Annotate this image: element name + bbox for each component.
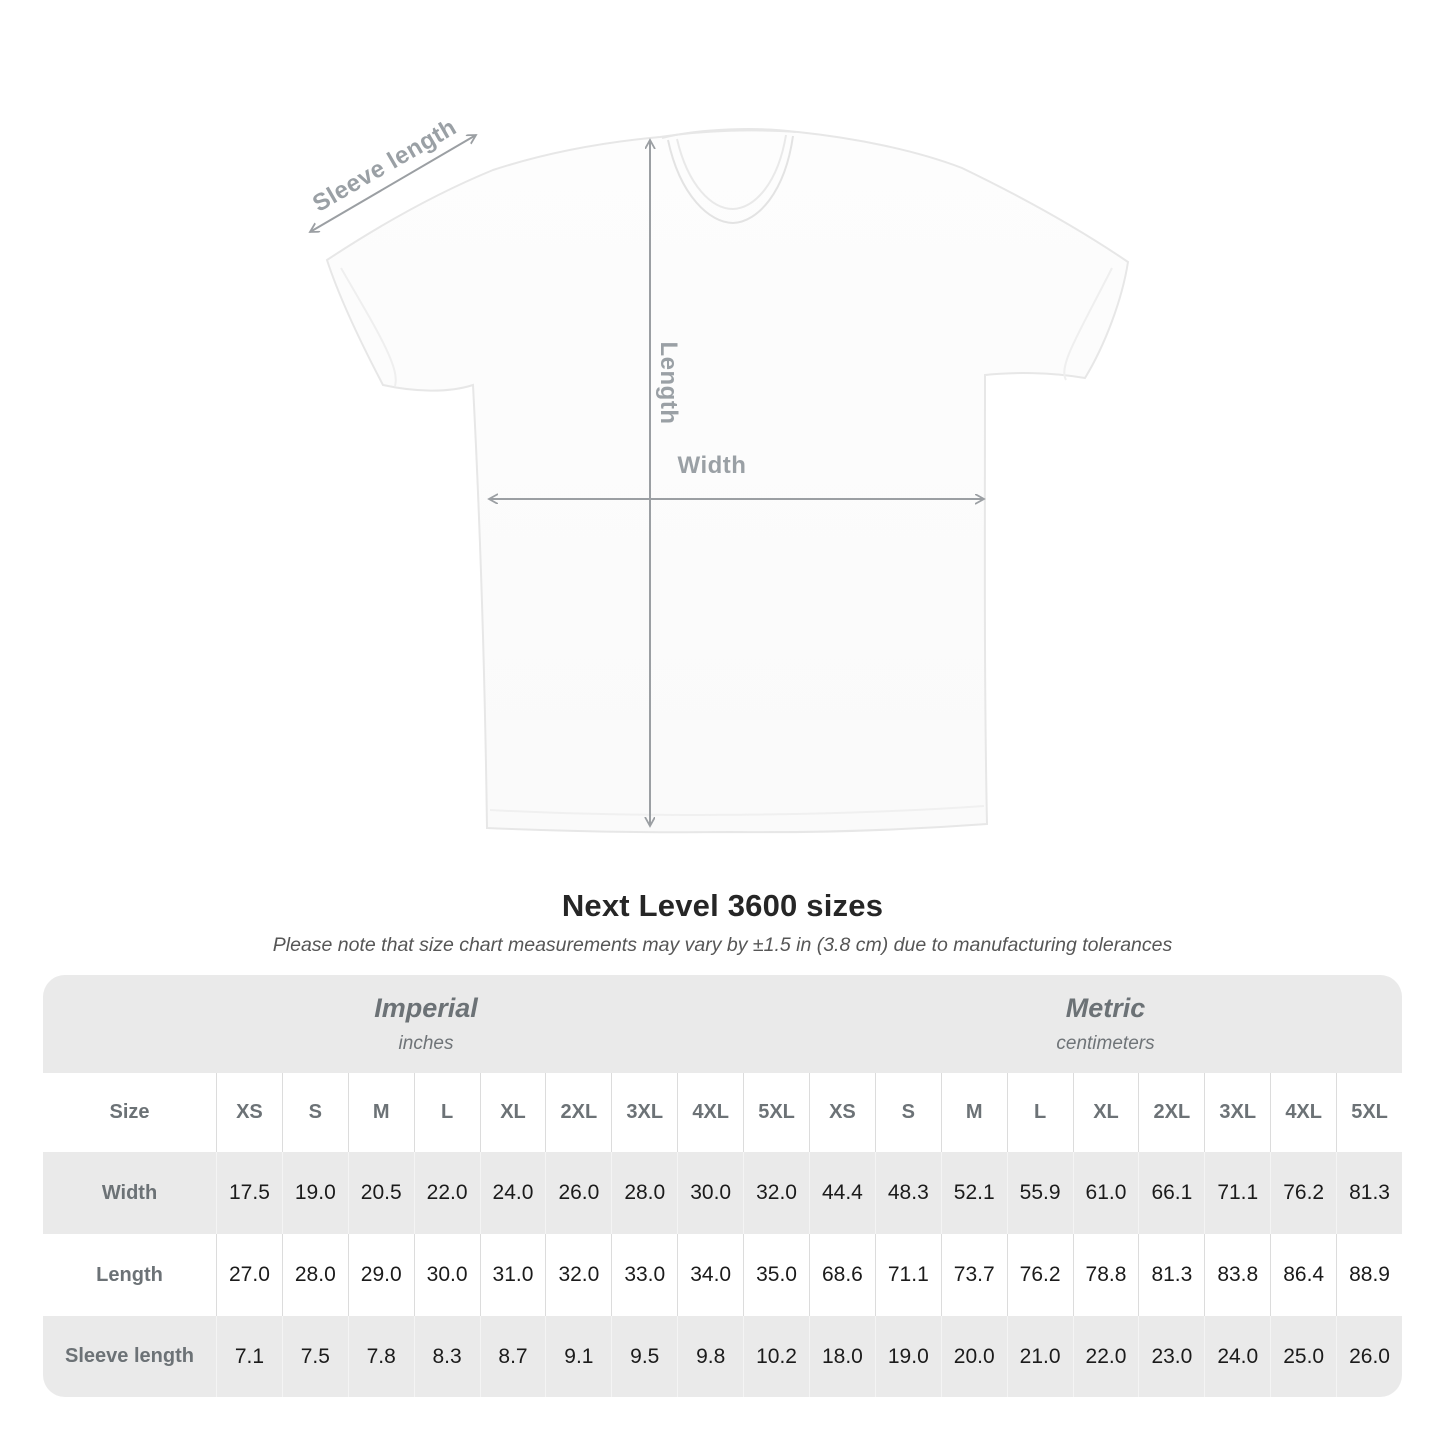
size-column-header-imperial: S	[282, 1073, 348, 1152]
measurement-cell-imperial: 32.0	[743, 1152, 809, 1234]
metric-label: Metric	[1065, 993, 1146, 1023]
measurement-cell-imperial: 7.1	[216, 1316, 282, 1397]
imperial-label: Imperial	[374, 993, 478, 1023]
size-grid	[43, 1073, 1402, 1397]
measurement-cell-metric: 68.6	[809, 1234, 875, 1316]
unit-group-imperial	[43, 975, 809, 1073]
size-column-header-metric: 5XL	[1336, 1073, 1402, 1152]
page-title: Next Level 3600 sizes	[561, 888, 884, 923]
measurement-cell-metric: 26.0	[1336, 1316, 1402, 1397]
measurement-cell-imperial: 8.7	[480, 1316, 546, 1397]
measurement-cell-metric: 86.4	[1270, 1234, 1336, 1316]
sleeve-length-arrow-label: Sleeve length	[308, 113, 462, 218]
size-column-header-imperial: 3XL	[611, 1073, 677, 1152]
measurement-cell-metric: 48.3	[875, 1152, 941, 1234]
measurement-cell-metric: 19.0	[875, 1316, 941, 1397]
metric-unit-label: centimeters	[1056, 1033, 1155, 1054]
measurement-cell-imperial: 9.1	[545, 1316, 611, 1397]
measurement-cell-imperial: 8.3	[414, 1316, 480, 1397]
measurement-cell-imperial: 26.0	[545, 1152, 611, 1234]
length-arrow-label: Length	[655, 341, 682, 425]
measurement-cell-metric: 76.2	[1007, 1234, 1073, 1316]
size-column-header-imperial: L	[414, 1073, 480, 1152]
imperial-unit-label: inches	[398, 1033, 454, 1054]
size-column-header-metric: M	[941, 1073, 1007, 1152]
measurement-cell-metric: 71.1	[1204, 1152, 1270, 1234]
row-label: Sleeve length	[43, 1316, 216, 1397]
measurement-cell-metric: 18.0	[809, 1316, 875, 1397]
tshirt-body	[327, 130, 1128, 832]
size-column-header-imperial: M	[348, 1073, 414, 1152]
measurement-cell-metric: 20.0	[941, 1316, 1007, 1397]
table-corner-label: Size	[43, 1073, 216, 1152]
measurement-cell-imperial: 28.0	[611, 1152, 677, 1234]
measurement-cell-metric: 52.1	[941, 1152, 1007, 1234]
measurement-cell-imperial: 24.0	[480, 1152, 546, 1234]
size-column-header-imperial: 2XL	[545, 1073, 611, 1152]
measurement-cell-imperial: 9.8	[677, 1316, 743, 1397]
width-arrow-label: Width	[677, 452, 747, 479]
measurement-cell-imperial: 30.0	[677, 1152, 743, 1234]
measurement-cell-imperial: 19.0	[282, 1152, 348, 1234]
row-label: Length	[43, 1234, 216, 1316]
measurement-cell-imperial: 34.0	[677, 1234, 743, 1316]
size-column-header-metric: S	[875, 1073, 941, 1152]
size-column-header-imperial: XS	[216, 1073, 282, 1152]
measurement-cell-metric: 76.2	[1270, 1152, 1336, 1234]
measurement-cell-imperial: 7.8	[348, 1316, 414, 1397]
measurement-cell-metric: 81.3	[1138, 1234, 1204, 1316]
measurement-cell-metric: 23.0	[1138, 1316, 1204, 1397]
size-column-header-imperial: 4XL	[677, 1073, 743, 1152]
unit-band	[43, 975, 1402, 1073]
measurement-cell-metric: 21.0	[1007, 1316, 1073, 1397]
measurement-cell-metric: 78.8	[1073, 1234, 1139, 1316]
measurement-cell-metric: 22.0	[1073, 1316, 1139, 1397]
size-column-header-metric: L	[1007, 1073, 1073, 1152]
measurement-cell-metric: 66.1	[1138, 1152, 1204, 1234]
measurement-cell-imperial: 27.0	[216, 1234, 282, 1316]
size-table	[43, 975, 1402, 1397]
measurement-cell-metric: 44.4	[809, 1152, 875, 1234]
row-label: Width	[43, 1152, 216, 1234]
measurement-cell-imperial: 22.0	[414, 1152, 480, 1234]
measurement-cell-metric: 24.0	[1204, 1316, 1270, 1397]
measurement-cell-metric: 81.3	[1336, 1152, 1402, 1234]
size-column-header-imperial: 5XL	[743, 1073, 809, 1152]
measurement-cell-imperial: 17.5	[216, 1152, 282, 1234]
chart-heading	[0, 888, 1445, 957]
size-column-header-metric: 4XL	[1270, 1073, 1336, 1152]
measurement-cell-metric: 73.7	[941, 1234, 1007, 1316]
measurement-cell-imperial: 33.0	[611, 1234, 677, 1316]
measurement-cell-imperial: 7.5	[282, 1316, 348, 1397]
measurement-cell-metric: 55.9	[1007, 1152, 1073, 1234]
measurement-cell-metric: 25.0	[1270, 1316, 1336, 1397]
size-column-header-imperial: XL	[480, 1073, 546, 1152]
measurement-cell-metric: 83.8	[1204, 1234, 1270, 1316]
measurement-cell-imperial: 20.5	[348, 1152, 414, 1234]
measurement-cell-imperial: 31.0	[480, 1234, 546, 1316]
measurement-cell-metric: 71.1	[875, 1234, 941, 1316]
measurement-cell-metric: 88.9	[1336, 1234, 1402, 1316]
tolerance-note: Please note that size chart measurements may vary by ±1.5 in (3.8 cm) due to manufacturing tolerances	[272, 934, 1173, 956]
measurement-cell-imperial: 35.0	[743, 1234, 809, 1316]
measurement-cell-imperial: 32.0	[545, 1234, 611, 1316]
measurement-cell-imperial: 28.0	[282, 1234, 348, 1316]
measurement-cell-imperial: 9.5	[611, 1316, 677, 1397]
unit-group-metric	[809, 975, 1402, 1073]
measurement-cell-metric: 61.0	[1073, 1152, 1139, 1234]
size-column-header-metric: XL	[1073, 1073, 1139, 1152]
size-column-header-metric: 3XL	[1204, 1073, 1270, 1152]
measurement-cell-imperial: 29.0	[348, 1234, 414, 1316]
measurement-cell-imperial: 30.0	[414, 1234, 480, 1316]
measurement-cell-imperial: 10.2	[743, 1316, 809, 1397]
size-column-header-metric: XS	[809, 1073, 875, 1152]
size-column-header-metric: 2XL	[1138, 1073, 1204, 1152]
